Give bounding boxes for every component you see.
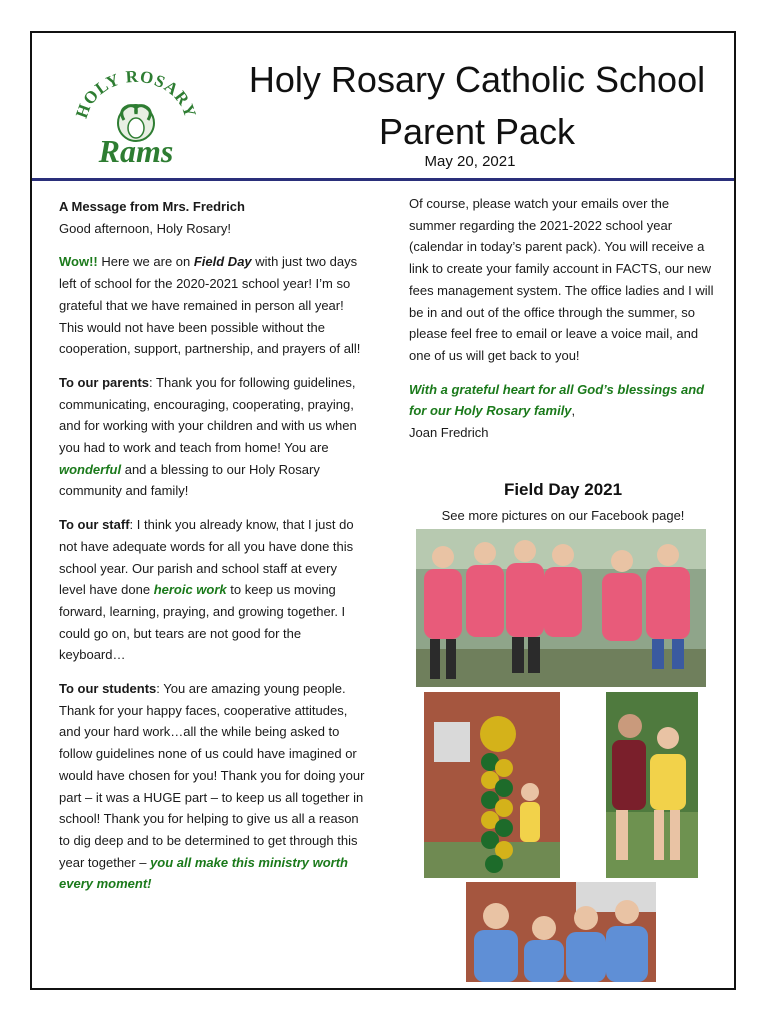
field-day-emphasis: Field Day xyxy=(193,254,252,270)
closing: With a grateful heart for all God’s blessings and for our Holy Rosary family, Joan Fredrich xyxy=(409,381,705,441)
logo-script-text: Rams xyxy=(98,133,174,168)
page-title xyxy=(222,54,732,158)
title-line-1: Holy Rosary Catholic School xyxy=(248,59,706,100)
title-line-2: Parent Pack xyxy=(378,111,576,152)
issue-date: May 20, 2021 xyxy=(424,153,516,170)
left-column xyxy=(59,196,367,907)
photo-mother-daughter xyxy=(606,692,698,878)
paragraph-intro: Wow!! Here we are on Field Day with just two days left of school for the 2020-2021 school year! I’m so grateful that we have remained in person all year! This would not have been possible without the cooperation, support, partnership, and prayers of all! xyxy=(59,254,361,357)
paragraph-parents: To our parents: Thank you for following guidelines, communicating, encouraging, cooperating, praying, and for working with your children and with us when you had to work and teach from home! You are wonderful and a blessing to our Holy Rosary community and family! xyxy=(59,374,357,499)
paragraph-staff: To our staff: I think you already know, that I just do not have adequate words for all you have done this school year. Our parish and school staff at every level have done heroic work to keep us moving forward, learning, praying, and growing together. I could go on, but tears are not good for the keyboard… xyxy=(59,517,354,663)
photo-balloon-arch xyxy=(424,692,560,878)
paragraph-summer: Of course, please watch your emails over the summer regarding the 2021-2022 school year (calendar in today’s parent pack). You will receive a link to create your family account in FACTS, our new fees management system. The office ladies and I will be in and out of the office through the summer, so please feel free to email or leave a voice mail, and one of us will get back to you! xyxy=(409,196,714,363)
message-heading: A Message from Mrs. Fredrich xyxy=(59,199,245,214)
greeting: Good afternoon, Holy Rosary! xyxy=(59,220,231,236)
school-logo xyxy=(72,68,200,168)
right-column xyxy=(409,193,717,456)
logo-arc-text: HOLY ROSARY xyxy=(72,68,200,121)
field-day-title: Field Day 2021 xyxy=(503,480,623,499)
signature: Joan Fredrich xyxy=(409,425,489,441)
header-divider xyxy=(32,178,734,181)
field-day-subtitle: See more pictures on our Facebook page! xyxy=(441,508,685,523)
photo-boys-group xyxy=(466,882,656,982)
closing-blessing: With a grateful heart for all God’s blessings and for our Holy Rosary family xyxy=(409,381,705,419)
photo-girls-group xyxy=(416,529,706,687)
paragraph-students: To our students: You are amazing young people. Thank for your happy faces, cooperative attitudes, and your hard work…all the while being asked to follow guidelines none of us could have imagined or would have chosen for you! Thank you for doing your part – it was a HUGE part – to keep us all together in school! Thank you for helping to give us all a reason to dig deep and to be determined to get through this year together – you all make this ministry worth every moment! xyxy=(59,681,365,892)
wow-text: Wow!! xyxy=(59,254,98,270)
